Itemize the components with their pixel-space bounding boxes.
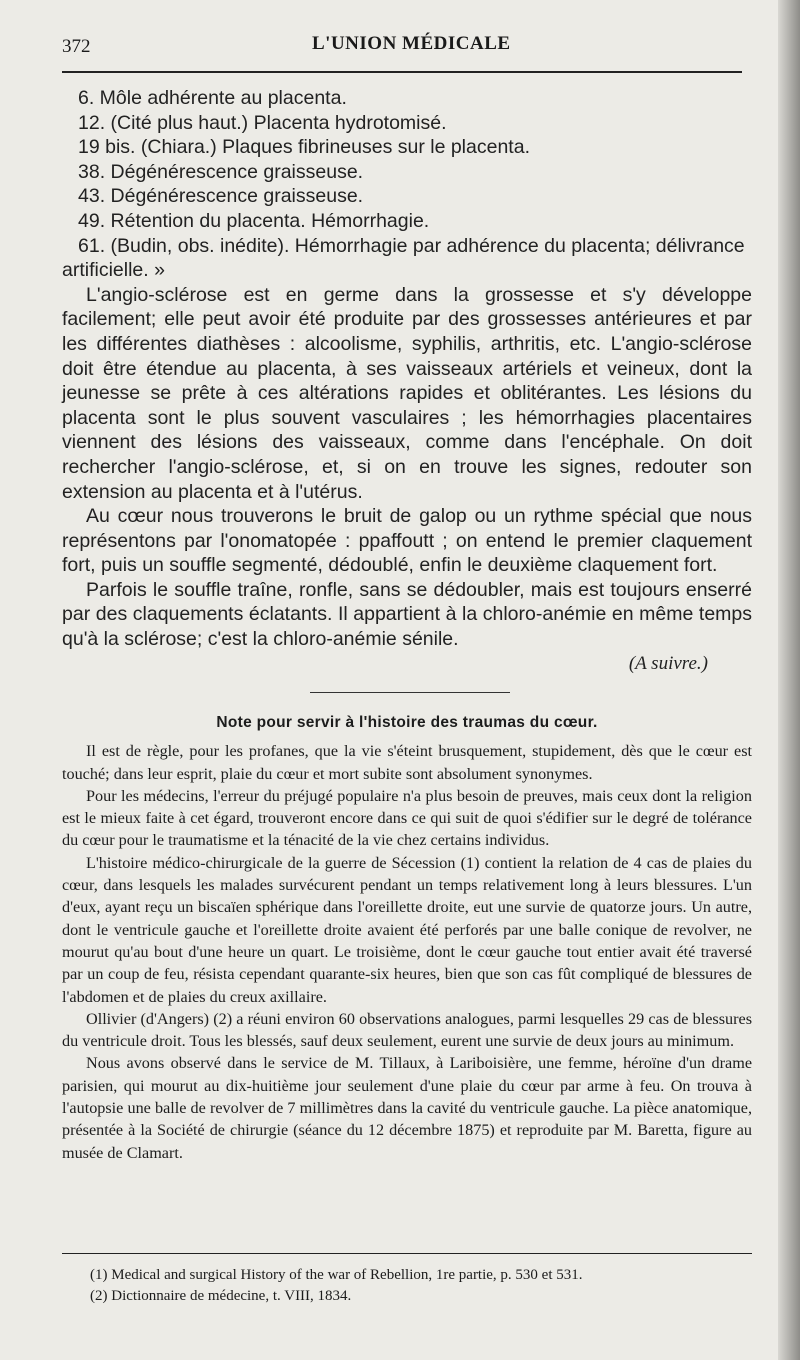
article-paragraph: Ollivier (d'Angers) (2) a réuni environ 60 observations analogues, parmi lesquelles 29 cas de blessures du ventricule droit. Tous les blessés, sauf deux seulement, eurent une survie de deux jours au minimum. [62,1009,752,1051]
footnotes [90,1265,750,1307]
article-title: Note pour servir à l'histoire des traumas du cœur. [216,714,598,731]
header-rule [62,71,742,73]
body-paragraph: Parfois le souffle traîne, ronfle, sans se dédoubler, mais est toujours enserré par des claquements éclatants. Il appartient à la chloro-anémie en même temps qu'à la sclérose; c'est la chloro-anémie sénile. [62,578,752,651]
article-paragraph: Il est de règle, pour les profanes, que la vie s'éteint brusquement, stupidement, dès que le cœur est touché; dans leur esprit, plaie du cœur et mort subite sont absolument synonymes. [62,742,752,783]
list-item: 6. Môle adhérente au placenta. [78,87,347,109]
list-item: 38. Dégénérescence graisseuse. [78,160,364,183]
body-paragraph: Au cœur nous trouverons le bruit de galop ou un rythme spécial que nous représentons par l'onomatopée : ppaffoutt ; on entend le premier claquement fort, puis un souffle segmenté, dédoublé, enfin le deuxième claquement fort. [62,505,752,577]
footnote: (1) Medical and surgical History of the war of Rebellion, 1re partie, p. 530 et 531. [90,1267,583,1283]
list-item: 61. (Budin, obs. inédite). Hémorrhagie par adhérence du placenta; délivrance artificielle. » [62,234,745,282]
page-number: 372 [62,36,91,57]
footnote-rule [62,1253,752,1254]
body-paragraph: L'angio-sclérose est en germe dans la grossesse et s'y développe facilement; elle peut avoir été produite par des grossesses antérieures et par les différentes diathèses : alcoolisme, syphilis, arthritis, etc. L'angio-sclérose doit être étendue au placenta, à ses vaisseaux artériels et veineux, dont la jeunesse se prête à ces altérations rapides et oblitérantes. Les lésions du placenta sont le plus souvent vasculaires ; les hémorrhagies placentaires viennent des lésions des vaisseaux, comme dans l'encéphale. On doit rechercher l'angio-sclérose, et, si on en trouve les signes, redouter son extension au placenta et à l'utérus. [62,283,752,503]
list-item: 49. Rétention du placenta. Hémorrhagie. [78,209,430,232]
list-item: 19 bis. (Chiara.) Plaques fibrineuses sur le placenta. [78,136,530,159]
to-be-continued: (A suivre.) [628,652,708,674]
article-paragraph: L'histoire médico-chirurgicale de la guerre de Sécession (1) contient la relation de 4 cas de plaies du cœur, dans lesquels les malades survécurent pendant un temps relativement long à leurs blessures. L'un d'eux, ayant reçu un biscaïen sphérique dans l'oreillette droite, eut une survie de quatorze jours. Un autre, dont le ventricule gauche et l'oreillette droite avaient été perforés par une balle conique de revolver, ne mourut qu'au bout d'une heure un quart. Le troisième, dont le cœur gauche tout entier avait été traversé par un coup de feu, résista cependant quarante-six heures, bien que son cas fût compliqué de blessures de l'abdomen et de plaies du creux axillaire. [62,853,752,1006]
article-paragraph: Pour les médecins, l'erreur du préjugé populaire n'a plus besoin de preuves, mais ceux dont la religion est le mieux faite à cet égard, trouveront encore dans ce qui suit de quoi s'édifier sur le degré de tolérance du cœur pour le traumatisme et la ténacité de la vie chez certains individus. [62,786,752,850]
running-title: L'UNION MÉDICALE [312,33,511,54]
page-edge-shadow [778,0,800,1360]
list-item: 12. (Cité plus haut.) Placenta hydrotomisé. [78,111,447,134]
continued-section [62,86,752,676]
list-item: 43. Dégénérescence graisseuse. [78,185,364,208]
article-paragraph: Nous avons observé dans le service de M. Tillaux, à Lariboisière, une femme, héroïne d'un drame parisien, qui mourut au dix-huitième jour seulement d'une plaie du cœur par arme à feu. On trouva à l'autopsie une balle de revolver de 7 millimètres dans la cavité du ventricule gauche. La pièce anatomique, présentée à la Société de chirurgie (séance du 12 décembre 1875) et reproduite par M. Baretta, figure au musée de Clamart. [62,1054,752,1162]
section-divider [310,692,510,693]
article [62,712,752,1164]
footnote: (2) Dictionnaire de médecine, t. VIII, 1834. [90,1288,352,1304]
page-header [62,30,742,64]
